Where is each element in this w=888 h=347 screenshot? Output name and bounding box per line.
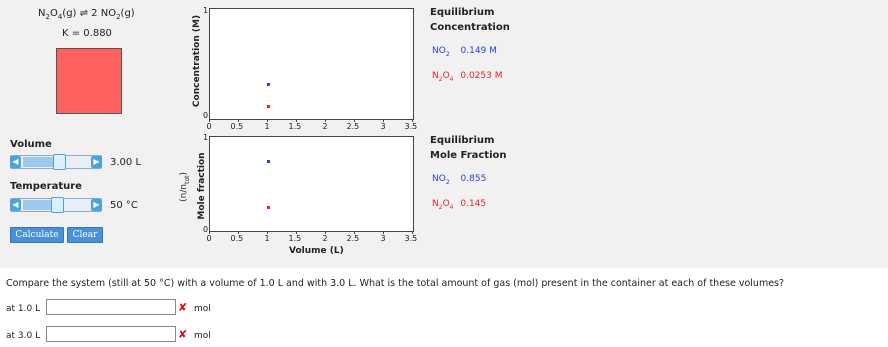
question-text: Compare the system (still at 50 °C) with a volume of 1.0 L and with 3.0 L. What is the total amount of gas (mol) present in the container at each of these volumes? [6,278,785,289]
eq-frac-title-2: Mole Fraction [430,150,507,161]
n2o4-o: O [442,71,450,81]
n2o4-frac-value: 0.145 [460,199,487,209]
row2-unit: mol [194,331,211,341]
chart-point [267,160,270,163]
mole-fraction-chart [209,136,414,232]
chart-point [267,206,270,209]
eq-n: N [38,8,46,19]
conc-y-axis-label: Concentration (M) [192,14,202,108]
eq-arrow-text: (g) ⇌ 2 NO [62,8,117,19]
row1-unit: mol [194,304,211,314]
clear-button[interactable]: Clear [67,227,103,243]
frac-y-sub2: tot [183,175,191,184]
temperature-value: 50 °C [110,200,138,211]
incorrect-icon: ✘ [178,328,188,341]
eq-sub: 4 [57,13,63,21]
frac-y-sub3: ) [179,171,190,176]
n2o4-label: N [432,199,439,209]
x-tick-label: 3 [380,122,386,131]
arrow-left-icon[interactable]: ◀ [10,156,21,168]
arrow-right-icon[interactable]: ▶ [91,199,102,211]
x-tick-label: 3.5 [404,122,418,131]
eq-conc-title-2: Concentration [430,22,510,33]
no2-sub: 2 [445,178,450,186]
eq-conc-n2o4 [432,71,502,83]
frac-y-tick-top: 1 [203,133,209,142]
incorrect-icon: ✘ [178,301,188,314]
eq-frac-title-1: Equilibrium [430,135,495,146]
eq-frac-no2 [432,174,486,186]
n2o4-sub: 2 [438,75,443,83]
frac-y-axis-sublabel [179,157,191,217]
chart-point [267,83,270,86]
eq-conc-no2 [432,46,497,58]
answer-input-3l[interactable] [46,326,176,342]
frac-y-label-main: Mole fraction [197,152,207,220]
no2-frac-value: 0.855 [460,174,487,184]
x-tick-label: 2.5 [346,234,360,243]
conc-y-tick-bottom: 0 [203,111,209,120]
volume-slider[interactable] [10,155,102,169]
x-tick-label: 0 [206,122,212,131]
n2o4-o: O [442,199,450,209]
x-tick-label: 1.5 [288,234,302,243]
no2-sub: 2 [445,50,450,58]
x-tick-label: 1 [264,122,270,131]
arrow-left-icon[interactable]: ◀ [10,199,21,211]
reaction-container-box [56,48,122,114]
frac-y-sub: (n/n [179,183,190,202]
eq-o: O [49,8,58,19]
k-value: K = 0.880 [62,28,112,39]
answer-input-1l[interactable] [46,299,176,315]
no2-label: NO [432,174,446,184]
n2o4-sub: 4 [449,203,454,211]
frac-x-axis-label: Volume (L) [289,246,344,256]
eq-frac-n2o4 [432,199,486,211]
eq-sub: 2 [45,13,50,21]
x-tick-label: 0 [206,234,212,243]
x-tick-label: 1 [264,234,270,243]
temperature-label: Temperature [10,181,82,192]
x-tick-label: 2 [322,234,328,243]
temperature-slider[interactable] [10,198,102,212]
no2-label: NO [432,46,446,56]
volume-slider-thumb[interactable] [53,154,66,170]
x-tick-label: 0.5 [230,122,244,131]
eq-state: (g) [120,8,135,19]
x-tick-label: 3 [380,234,386,243]
chart-point [267,105,270,108]
x-tick-label: 2 [322,122,328,131]
arrow-right-icon[interactable]: ▶ [91,156,102,168]
calculate-button[interactable]: Calculate [10,227,64,243]
row2-label: at 3.0 L [6,331,41,341]
n2o4-label: N [432,71,439,81]
x-tick-label: 2.5 [346,122,360,131]
eq-conc-title-1: Equilibrium [430,7,495,18]
reaction-equation [38,8,135,21]
no2-conc-value: 0.149 M [460,46,497,56]
concentration-chart [209,8,414,120]
temperature-slider-thumb[interactable] [51,197,64,213]
conc-y-tick-top: 1 [203,6,209,15]
row1-label: at 1.0 L [6,304,41,314]
volume-value: 3.00 L [110,157,142,168]
eq-sub: 2 [116,13,121,21]
frac-y-tick-bottom: 0 [203,225,209,234]
x-tick-label: 1.5 [288,122,302,131]
n2o4-conc-value: 0.0253 M [460,71,503,81]
temperature-slider-fill [23,200,51,210]
volume-slider-fill [23,157,53,167]
n2o4-sub: 2 [438,203,443,211]
x-tick-label: 3.5 [404,234,418,243]
x-tick-label: 0.5 [230,234,244,243]
n2o4-sub: 4 [449,75,454,83]
volume-label: Volume [10,139,52,150]
